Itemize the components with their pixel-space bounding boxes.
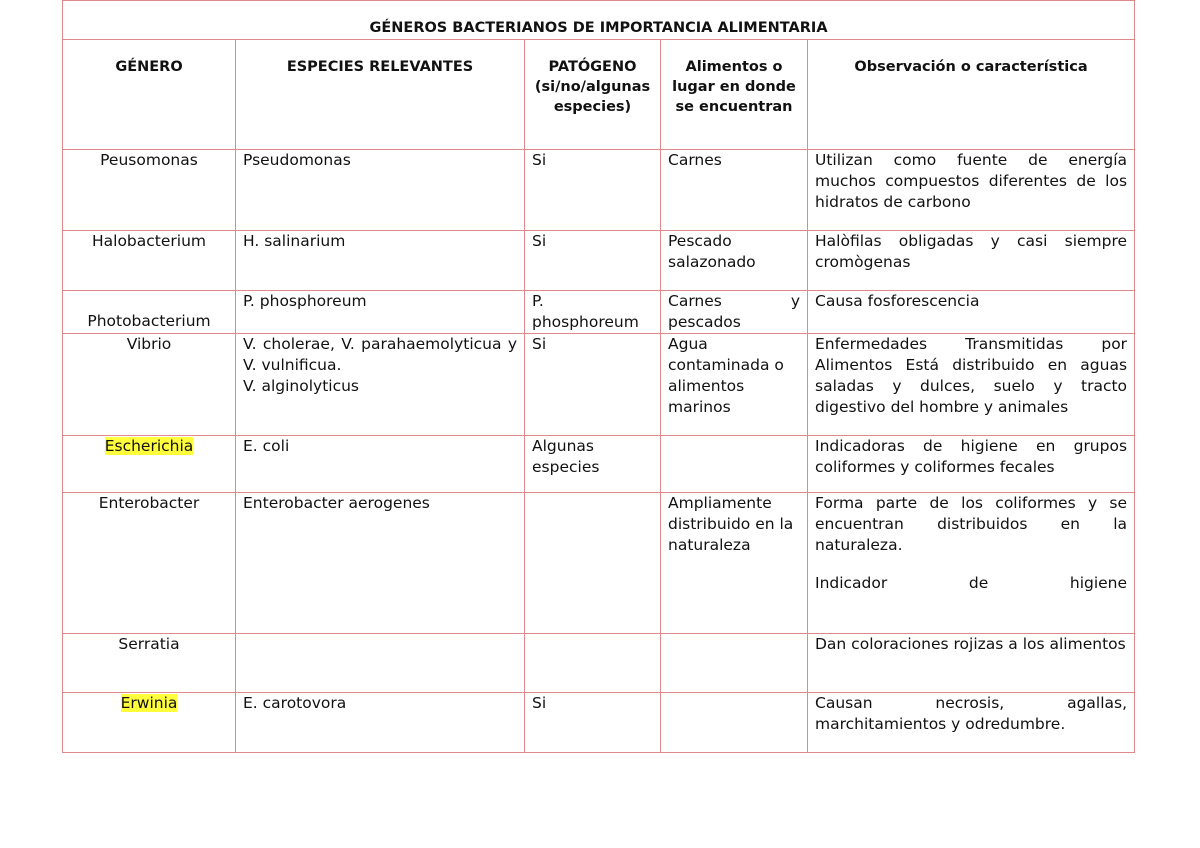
species-cell: E. coli <box>236 436 525 493</box>
species-cell: E. carotovora <box>236 693 525 753</box>
food-cell <box>661 693 808 753</box>
food-cell: Carnes y pescados <box>661 291 808 334</box>
genus-cell: Serratia <box>63 634 236 693</box>
header-observacion: Observación o característica <box>808 40 1135 150</box>
observation-cell: Causan necrosis, agallas, marchitamientos y odredumbre. <box>808 693 1135 753</box>
pathogen-cell <box>525 634 661 693</box>
header-alimentos: Alimentos o lugar en donde se encuentran <box>661 40 808 150</box>
pathogen-cell: Algunas especies <box>525 436 661 493</box>
table-row <box>63 493 1135 634</box>
pathogen-cell: P. phosphoreum <box>525 291 661 334</box>
species-cell: Enterobacter aerogenes <box>236 493 525 634</box>
observation-cell: Halòfilas obligadas y casi siempre cromògenas <box>808 231 1135 291</box>
pathogen-cell: Si <box>525 693 661 753</box>
table-title: GÉNEROS BACTERIANOS DE IMPORTANCIA ALIMENTARIA <box>63 1 1135 40</box>
genus-cell: Halobacterium <box>63 231 236 291</box>
food-cell: Carnes <box>661 150 808 231</box>
bacteria-genera-table <box>62 0 1135 753</box>
genus-cell: Vibrio <box>63 334 236 436</box>
observation-cell: Causa fosforescencia <box>808 291 1135 334</box>
genus-cell: Enterobacter <box>63 493 236 634</box>
food-cell: Pescado salazonado <box>661 231 808 291</box>
observation-text-2: Indicador de higiene <box>815 574 1128 592</box>
species-cell: H. salinarium <box>236 231 525 291</box>
food-cell: Ampliamente distribuido en la naturaleza <box>661 493 808 634</box>
header-patogeno: PATÓGENO (si/no/algunas especies) <box>525 40 661 150</box>
species-cell <box>236 634 525 693</box>
species-text: V. cholerae, V. parahaemolyticua y V. vulnificua. <box>243 335 517 374</box>
observation-cell: Enfermedades Transmitidas por Alimentos Está distribuido en aguas saladas y dulces, suelo y tracto digestivo del hombre y animales <box>808 334 1135 436</box>
food-cell <box>661 634 808 693</box>
table-row <box>63 436 1135 493</box>
observation-cell: Utilizan como fuente de energía muchos compuestos diferentes de los hidratos de carbono <box>808 150 1135 231</box>
table-row <box>63 291 1135 334</box>
observation-cell <box>808 493 1135 634</box>
genus-cell: Peusomonas <box>63 150 236 231</box>
genus-cell <box>63 436 236 493</box>
pathogen-cell: Si <box>525 231 661 291</box>
food-cell: Agua contaminada o alimentos marinos <box>661 334 808 436</box>
header-especies: ESPECIES RELEVANTES <box>236 40 525 150</box>
highlighted-genus: Escherichia <box>104 437 194 455</box>
species-cell: Pseudomonas <box>236 150 525 231</box>
observation-text: Forma parte de los coliformes y se encuentran distribuidos en la naturaleza. <box>815 494 1128 554</box>
pathogen-cell: Si <box>525 150 661 231</box>
highlighted-genus: Erwinia <box>120 694 178 712</box>
table-row <box>63 231 1135 291</box>
pathogen-cell: Si <box>525 334 661 436</box>
genus-cell: Photobacterium <box>63 291 236 334</box>
table-header-row <box>63 40 1135 150</box>
pathogen-cell <box>525 493 661 634</box>
table-row <box>63 693 1135 753</box>
table-row <box>63 334 1135 436</box>
header-genero: GÉNERO <box>63 40 236 150</box>
table-row <box>63 150 1135 231</box>
table-row <box>63 634 1135 693</box>
observation-cell: Indicadoras de higiene en grupos coliformes y coliformes fecales <box>808 436 1135 493</box>
table-title-row <box>63 1 1135 40</box>
species-text-2: V. alginolyticus <box>243 377 360 395</box>
species-cell: P. phosphoreum <box>236 291 525 334</box>
observation-cell: Dan coloraciones rojizas a los alimentos <box>808 634 1135 693</box>
species-cell <box>236 334 525 436</box>
genus-cell <box>63 693 236 753</box>
food-cell <box>661 436 808 493</box>
